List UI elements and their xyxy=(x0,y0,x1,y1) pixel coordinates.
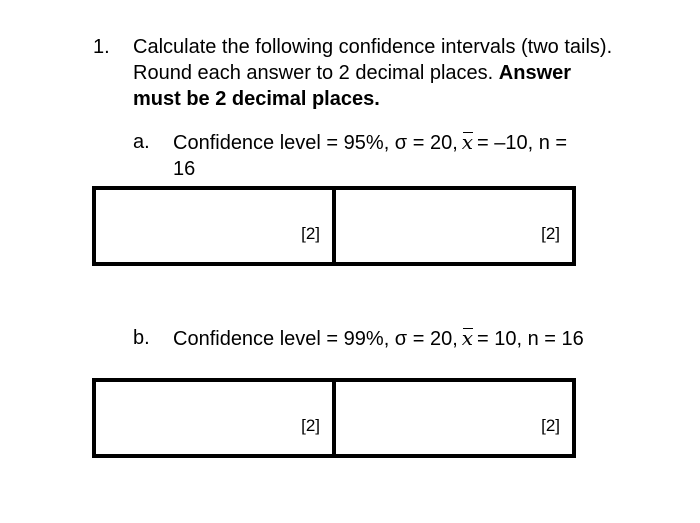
question-emphasis: Answer must be 2 decimal places. xyxy=(133,62,572,110)
part-b-letter: b. xyxy=(133,327,150,349)
part-a-letter: a. xyxy=(133,131,150,153)
part-b-lower-bound-box[interactable] xyxy=(96,382,332,454)
question-1 xyxy=(93,34,613,112)
part-b-upper-bound-box[interactable] xyxy=(332,382,572,454)
question-text xyxy=(133,34,613,112)
part-b-answer-row xyxy=(92,378,576,458)
question-number: 1. xyxy=(93,36,110,58)
part-a xyxy=(133,129,593,182)
part-b-text xyxy=(173,325,593,352)
question-instructions: Calculate the following confidence intervals (two tails). Round each answer to 2 decimal places. xyxy=(133,36,613,84)
marks-label: [2] xyxy=(301,416,320,435)
part-a-prefix: Confidence level = 95%, σ = 20, xyxy=(173,132,458,154)
part-a-answer-row xyxy=(92,186,576,266)
marks-label: [2] xyxy=(541,416,560,435)
marks-label: [2] xyxy=(541,224,560,243)
part-a-suffix: = –10, n = 16 xyxy=(173,132,568,180)
part-b-suffix: = 10, n = 16 xyxy=(477,328,584,350)
marks-label: [2] xyxy=(301,224,320,243)
part-a-upper-bound-box[interactable] xyxy=(332,190,572,262)
part-a-text xyxy=(173,129,593,182)
part-a-lower-bound-box[interactable] xyxy=(96,190,332,262)
part-b xyxy=(133,325,593,352)
xbar-symbol: x xyxy=(461,326,474,350)
part-b-prefix: Confidence level = 99%, σ = 20, xyxy=(173,328,458,350)
xbar-symbol: x xyxy=(461,130,474,154)
